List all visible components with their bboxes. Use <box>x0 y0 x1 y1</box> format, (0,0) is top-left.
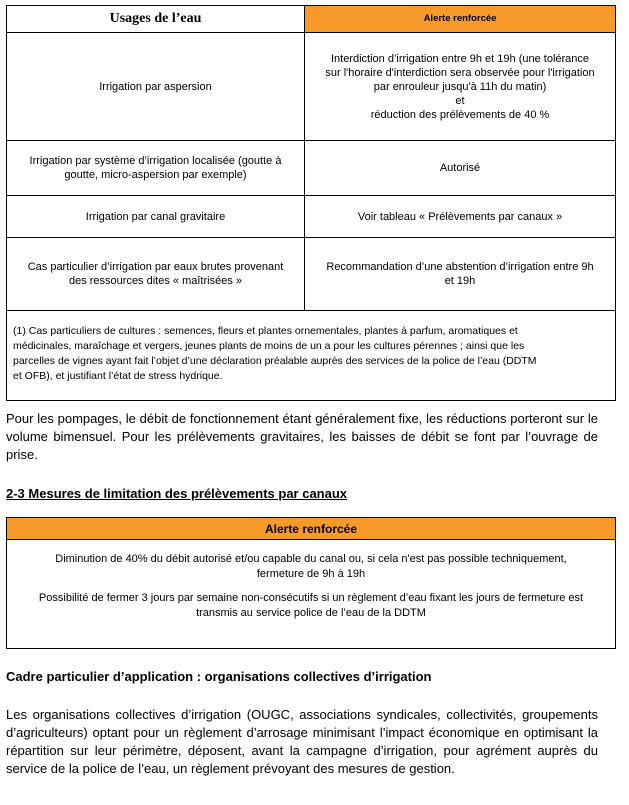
text-line: et OFB), et justifiant l’état de stress hydrique. <box>13 370 223 382</box>
measure-eaux-brutes <box>305 238 615 310</box>
text-line: transmis au service police de l’eau de la DDTM <box>196 607 426 619</box>
table-footnote-row <box>7 310 615 400</box>
text-line: et <box>455 94 465 107</box>
canaux-measure-2 <box>21 591 601 621</box>
subheading-organisations: Cadre particulier d’application : organisations collectives d’irrigation <box>6 669 432 684</box>
table-row <box>7 140 615 195</box>
usage-irrigation-localisee <box>7 141 305 195</box>
text-line: Diminution de 40% du débit autorisé et/ou capable du canal ou, si cela n'est pas possible techniquement, <box>55 553 567 565</box>
text-line: par enrouleur jusqu'à 11h du matin) <box>373 80 547 93</box>
text-line: sur l'horaire d'interdiction sera observée pour l'irrigation <box>325 66 595 79</box>
text-line: Interdiction d’irrigation entre 9h et 19h (une tolérance <box>330 52 590 65</box>
header-usages: Usages de l’eau <box>7 6 305 32</box>
text-line: fermeture de 9h à 19h <box>256 568 366 580</box>
footnote <box>7 311 615 400</box>
text-line: Cas particulier d’irrigation par eaux brutes provenant <box>27 261 284 273</box>
header-alerte-renforcee: Alerte renforcée <box>305 6 615 32</box>
usage-canal-gravitaire: Irrigation par canal gravitaire <box>7 196 305 237</box>
text-line: et 19h <box>444 275 476 287</box>
measure-canal-gravitaire: Voir tableau « Prélèvements par canaux » <box>357 210 563 223</box>
canaux-table <box>6 517 616 649</box>
text-line: médicinales, maraîchage et vergers, jeunes plants de moins de un a pour les cultures pérennes ; ainsi que les <box>13 340 525 352</box>
canaux-measure-1 <box>21 552 601 582</box>
measure-aspersion <box>305 33 615 140</box>
paragraph-pompages: Pour les pompages, le débit de fonctionnement étant généralement fixe, les réductions porteront sur le volume bimensuel. Pour les prélèvements gravitaires, les baisses de débit se font par l’ouvrage de prise. <box>6 411 598 462</box>
usages-table <box>6 5 616 401</box>
usage-aspersion: Irrigation par aspersion <box>7 33 305 140</box>
canaux-table-body <box>7 540 615 621</box>
text-line: Irrigation par système d’irrigation localisée (goutte à <box>29 155 282 167</box>
text-line: Possibilité de fermer 3 jours par semaine non-consécutifs si un règlement d’eau fixant les jours de fermeture est <box>38 592 584 604</box>
text-line: (1) Cas particuliers de cultures : semences, fleurs et plantes ornementales, plantes à parfum, aromatiques et <box>13 325 518 337</box>
measure-irrigation-localisee: Autorisé <box>439 162 481 174</box>
table-row <box>7 195 615 237</box>
paragraph-organisations: Les organisations collectives d’irrigation (OUGC, associations syndicales, collectivités, groupements d’agriculteurs) optant pour un règlement d’arrosage minimisant l’impact économique en optimisant la répartition sur leur périmètre, déposent, avant la campagne d’irrigation, pour agrément auprès du service de la police de l’eau, un règlement prévoyant des mesures de gestion. <box>6 707 598 776</box>
table-row <box>7 32 615 140</box>
text-line: des ressources dites « maîtrisées » <box>68 275 242 287</box>
table-header-row <box>7 6 615 32</box>
text-line: réduction des prélèvements de 40 % <box>370 108 550 121</box>
text-line: parcelles de vignes ayant fait l’objet d’une déclaration préalable auprès des services de la police de l’eau (DDTM <box>13 355 537 367</box>
section-heading: 2-3 Mesures de limitation des prélèvements par canaux <box>6 486 348 501</box>
table-row <box>7 237 615 310</box>
text-line: Recommandation d’une abstention d’irrigation entre 9h <box>326 261 594 273</box>
usage-eaux-brutes <box>7 238 305 310</box>
text-line: goutte, micro-aspersion par exemple) <box>64 169 247 181</box>
canaux-table-header: Alerte renforcée <box>7 518 615 540</box>
